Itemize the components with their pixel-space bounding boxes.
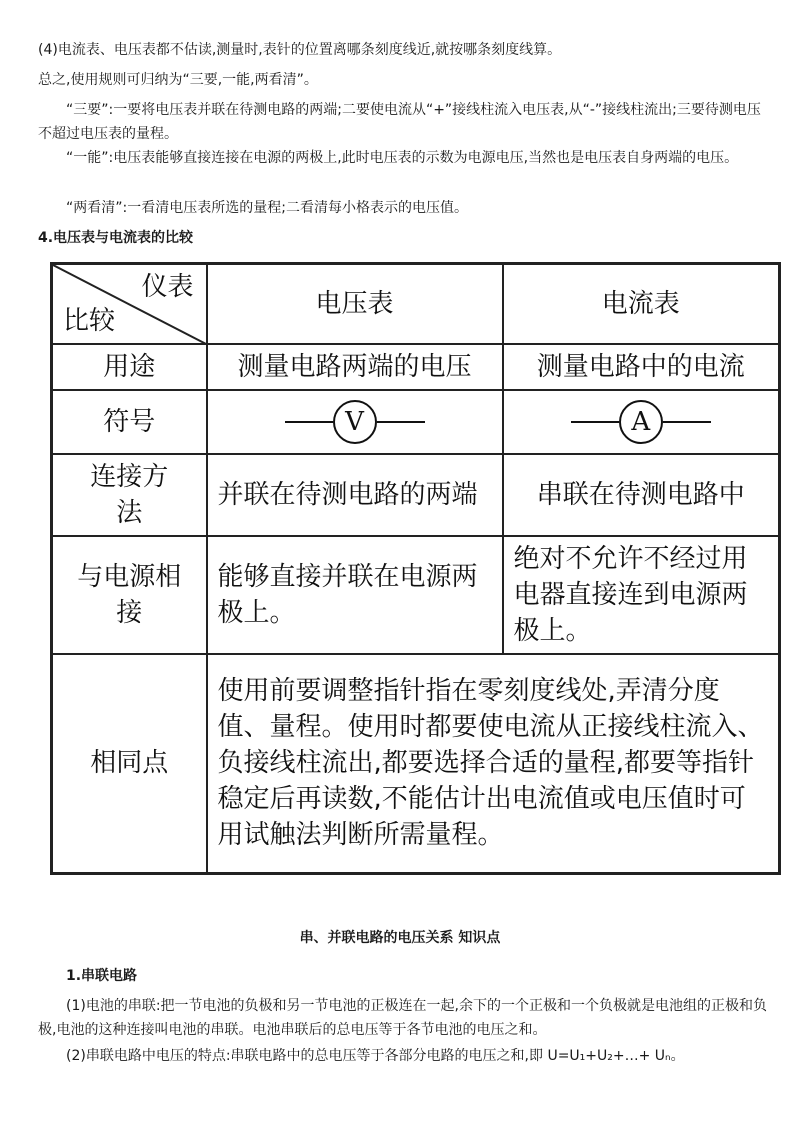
section-title-comparison: 4.电压表与电流表的比较: [38, 230, 194, 246]
row-label-common: 相同点: [52, 654, 207, 874]
row-label-source: 与电源相接: [52, 536, 207, 654]
paragraph-three-musts: “三要”:一要将电压表并联在待测电路的两端;二要使电流从“+”接线柱流入电压表,从“-”接线柱流出;三要待测电压不超过电压表的量程。: [38, 102, 761, 142]
table-row-symbol: [52, 390, 780, 454]
paragraph-summary: 总之,使用规则可归纳为“三要,一能,两看清”。: [38, 72, 318, 88]
row-label-use: 用途: [52, 344, 207, 390]
comparison-table: [50, 262, 781, 875]
table-header-row: [52, 264, 780, 344]
ammeter-source: 绝对不允许不经过用电器直接连到电源两极上。: [503, 536, 780, 654]
row-label-symbol: 符号: [52, 390, 207, 454]
voltmeter-connect: 并联在待测电路的两端: [207, 454, 503, 536]
voltmeter-source: 能够直接并联在电源两极上。: [207, 536, 503, 654]
table-row-connect: [52, 454, 780, 536]
ammeter-use: 测量电路中的电流: [503, 344, 780, 390]
ammeter-symbol-icon: [571, 400, 711, 444]
column-header-voltmeter: 电压表: [207, 264, 503, 344]
series-battery-paragraph: (1)电池的串联:把一节电池的负极和另一节电池的正极连在一起,余下的一个正极和一个负极就是电池组的正极和负极,电池的这种连接叫电池的串联。电池串联后的总电压等于各节电池的电压之和。: [38, 998, 767, 1038]
series-voltage-paragraph: (2)串联电路中电压的特点:串联电路中的总电压等于各部分电路的电压之和,即 U=U₁+U₂+…+ Uₙ。: [66, 1048, 685, 1064]
voltmeter-symbol-cell: [207, 390, 503, 454]
table-corner-cell: [52, 264, 207, 344]
voltmeter-symbol-icon: [285, 400, 425, 444]
voltmeter-symbol-letter: V: [333, 400, 377, 444]
series-circuit-title: 1.串联电路: [66, 968, 138, 984]
corner-label-instrument: 仪表: [141, 272, 194, 302]
table-row-use: [52, 344, 780, 390]
voltmeter-use: 测量电路两端的电压: [207, 344, 503, 390]
paragraph-one-can: “一能”:电压表能够直接连接在电源的两极上,此时电压表的示数为电源电压,当然也是电压表自身两端的电压。: [66, 150, 739, 166]
ammeter-connect: 串联在待测电路中: [503, 454, 780, 536]
paragraph-two-checks: “两看清”:一看清电压表所选的量程;二看清每小格表示的电压值。: [66, 200, 468, 216]
section-heading-voltage-relations: 串、并联电路的电压关系 知识点: [299, 930, 501, 946]
column-header-ammeter: 电流表: [503, 264, 780, 344]
table-row-common: [52, 654, 780, 874]
common-points-text: 使用前要调整指针指在零刻度线处,弄清分度值、量程。使用时都要使电流从正接线柱流入、负接线柱流出,都要选择合适的量程,都要等指针稳定后再读数,不能估计出电流值或电压值时可用试触法判断所需量程。: [207, 654, 780, 874]
corner-label-compare: 比较: [63, 305, 116, 336]
paragraph-reading-rule: (4)电流表、电压表都不估读,测量时,表针的位置离哪条刻度线近,就按哪条刻度线算。: [38, 42, 562, 58]
ammeter-symbol-cell: [503, 390, 780, 454]
row-label-connect: 连接方法: [52, 454, 207, 536]
table-row-source: [52, 536, 780, 654]
ammeter-symbol-letter: A: [619, 400, 663, 444]
